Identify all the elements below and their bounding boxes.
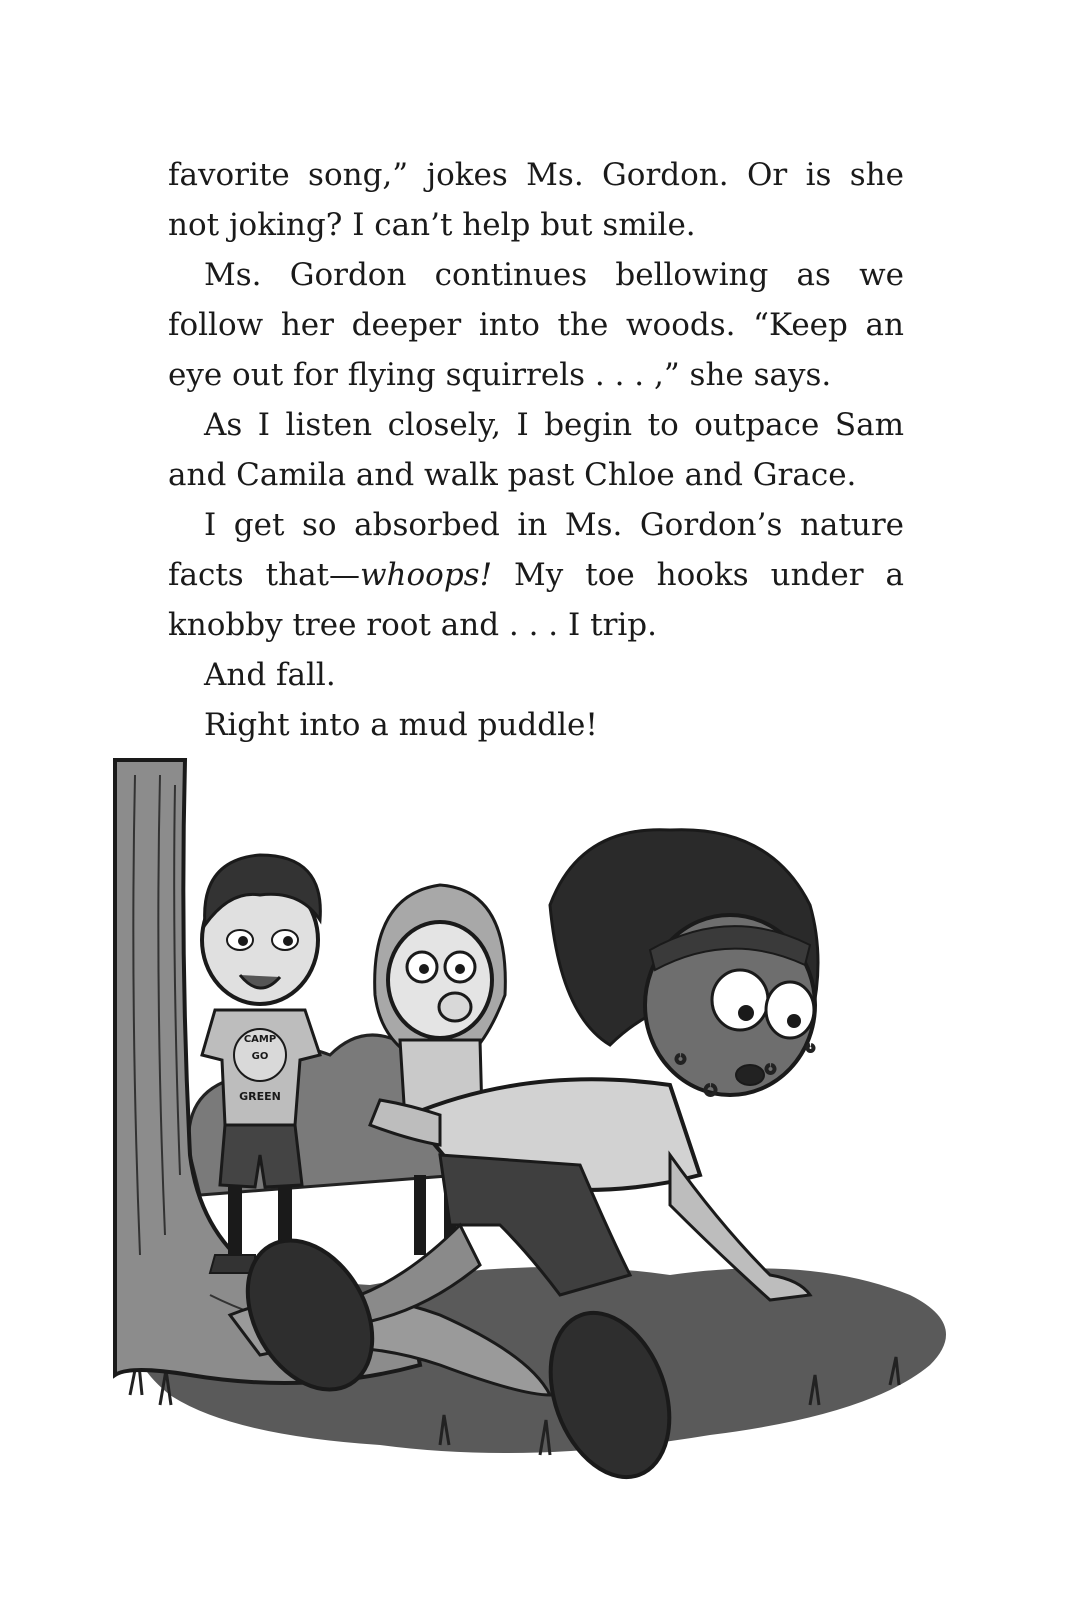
- paragraph-4: [168, 500, 904, 650]
- shirt-text-go: GO: [251, 1051, 269, 1062]
- narrator-eye-left: [712, 970, 768, 1030]
- paragraph-2: Ms. Gordon continues bellowing as we follow her deeper into the woods. “Keep an eye out for flying squirrels . . . ,” she says.: [168, 257, 904, 393]
- girl-head: [388, 922, 492, 1038]
- girl-hand-mouth: [439, 993, 471, 1021]
- shirt-text-green: GREEN: [239, 1090, 281, 1103]
- paragraph-1: favorite song,” jokes Ms. Gordon. Or is she not joking? I can’t help but smile.: [168, 157, 904, 243]
- paragraph-6: Right into a mud puddle!: [204, 707, 598, 743]
- narrator-eye-right: [766, 982, 814, 1038]
- paragraph-3: As I listen closely, I begin to outpace Sam and Camila and walk past Chloe and Grace.: [168, 407, 904, 493]
- illustration: [110, 755, 970, 1580]
- paragraph-4-italic: whoops!: [360, 557, 493, 593]
- paragraph-4-end: My toe hooks under a knobby tree root and . . . I trip.: [168, 557, 904, 643]
- narrator-mouth: [736, 1065, 764, 1085]
- paragraph-5: And fall.: [204, 657, 336, 693]
- shirt-text-camp: CAMP: [243, 1034, 277, 1045]
- story-text: [168, 150, 904, 750]
- paragraph-4-start: I get so absorbed in Ms. Gordon’s nature facts that—: [168, 507, 904, 593]
